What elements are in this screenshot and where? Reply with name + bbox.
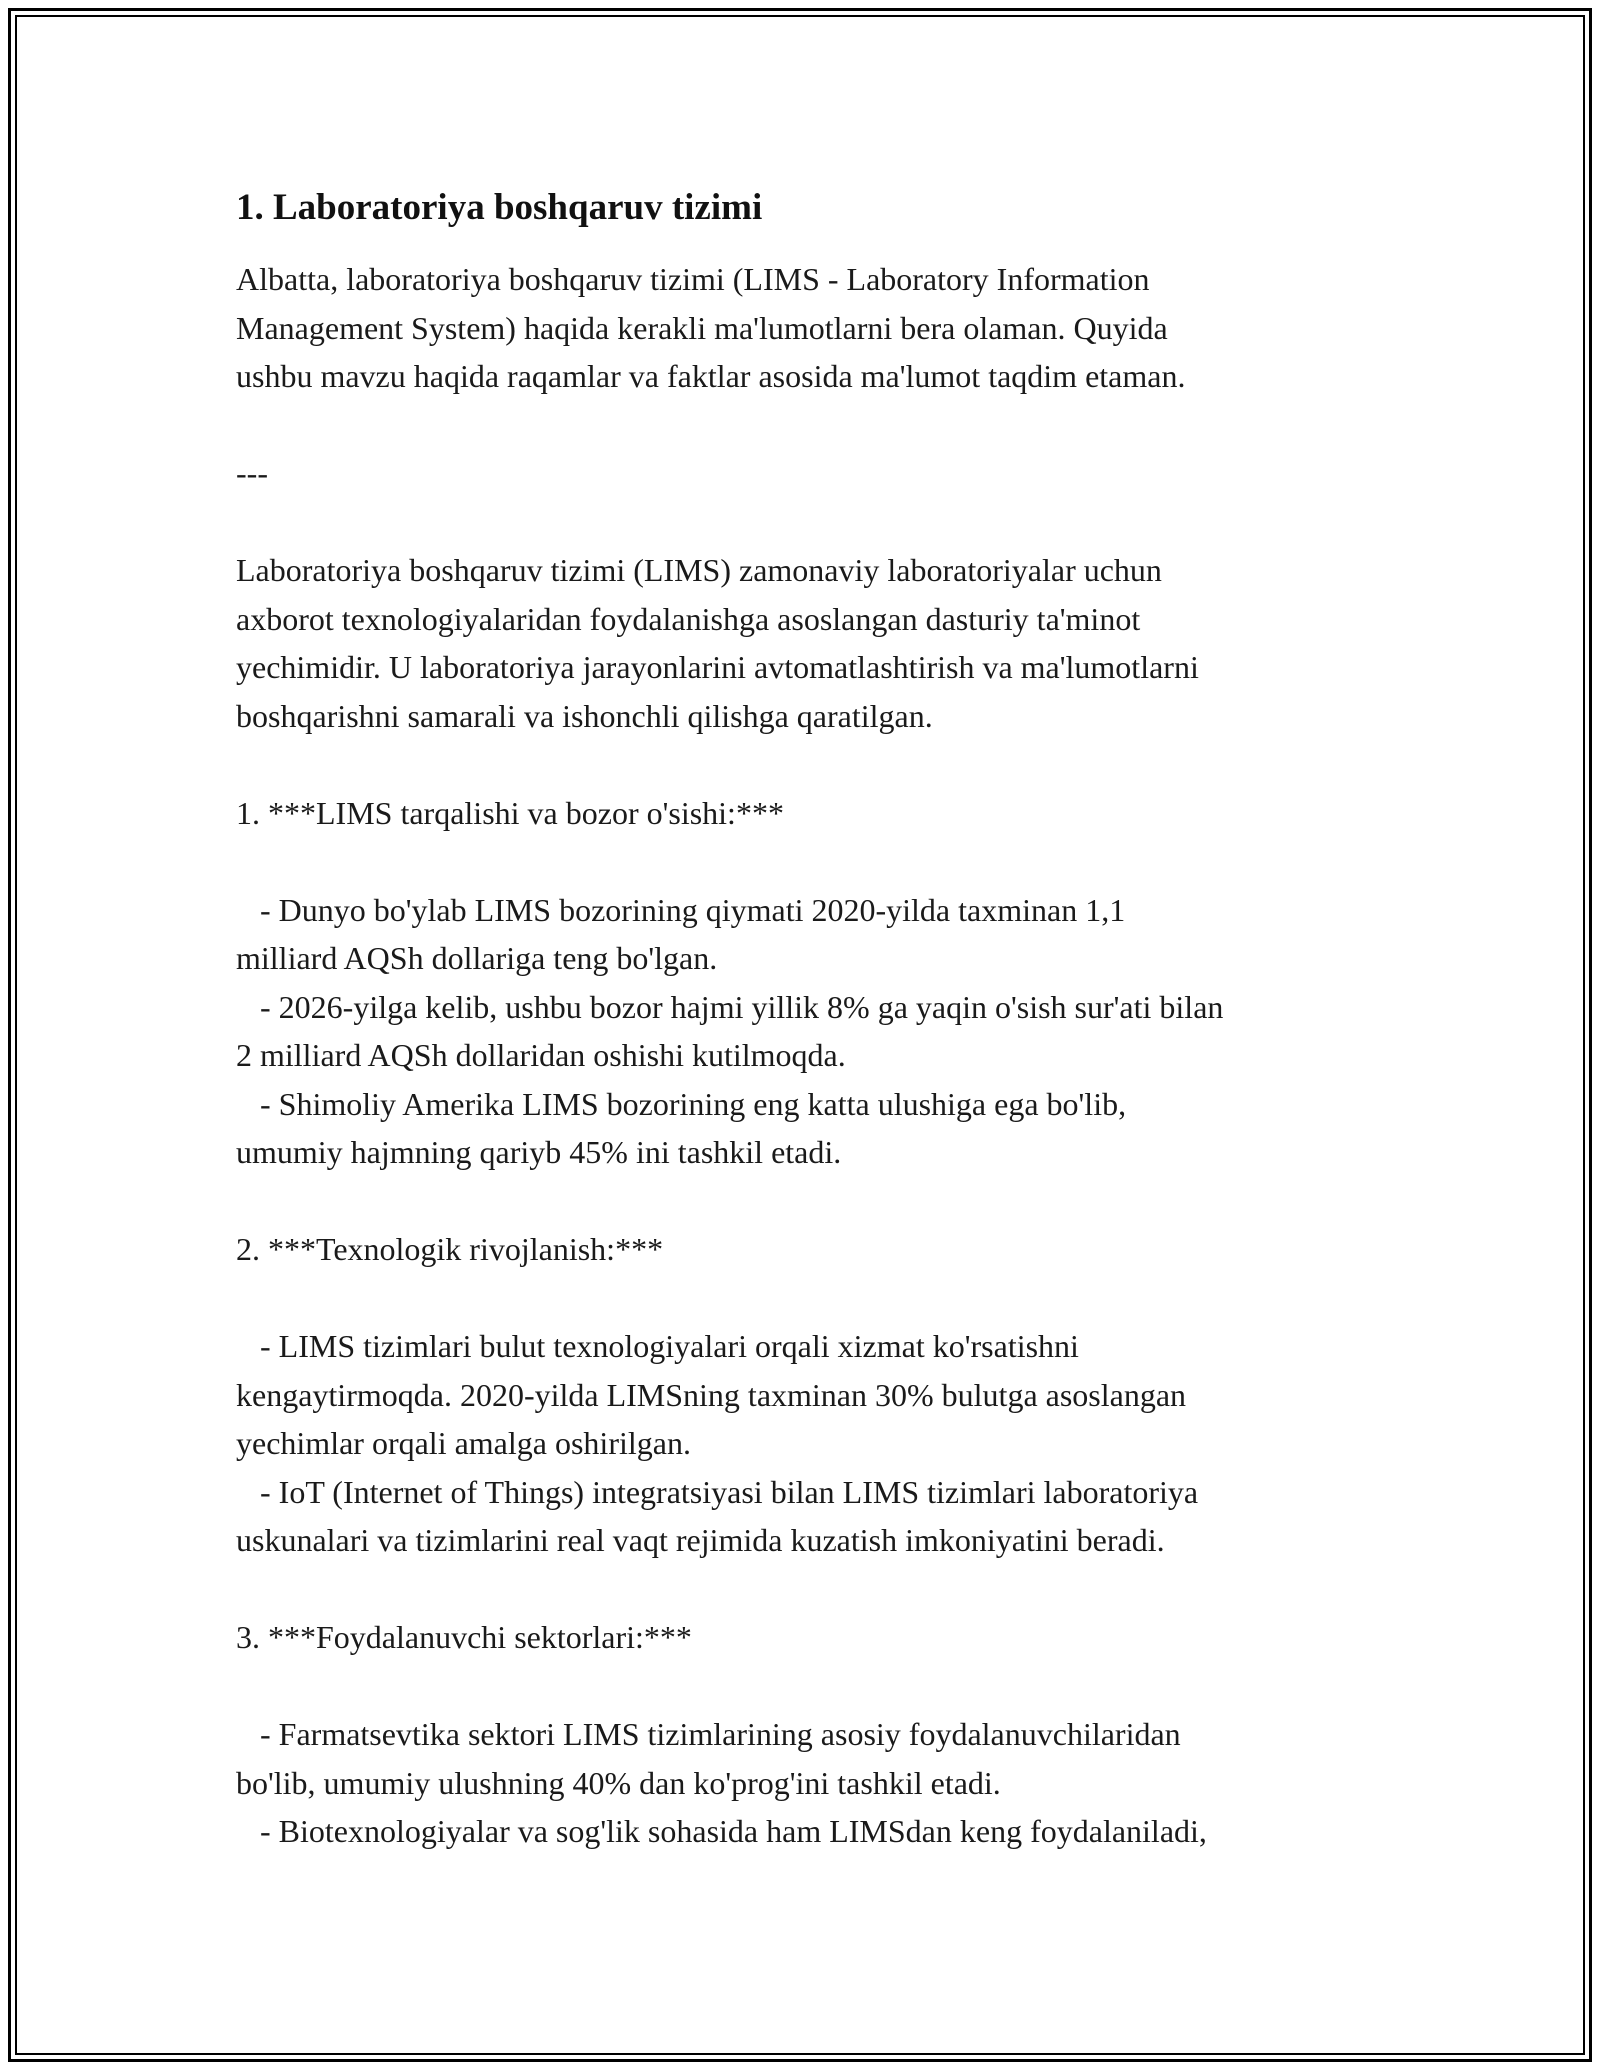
spacer [236, 1565, 1376, 1614]
section-body-sectors: - Farmatsevtika sektori LIMS tizimlarining asosiy foydalanuvchilaridan bo'lib, umumiy ulushning 40% dan ko'prog'ini tashkil etadi. - Biotexnologiyalar va sog'lik sohasida ham LIMSdan keng foydalaniladi, [236, 1716, 1207, 1849]
spacer [236, 1177, 1376, 1226]
section-heading-sectors: 3. ***Foydalanuvchi sektorlari:*** [236, 1619, 692, 1655]
intro-paragraph: Albatta, laboratoriya boshqaruv tizimi (LIMS - Laboratory Information Management System) haqida kerakli ma'lumotlarni bera olaman. Quyida ushbu mavzu haqida raqamlar va faktlar asosida ma'lumot taqdim etaman. [236, 261, 1186, 394]
section-body-market: - Dunyo bo'ylab LIMS bozorining qiymati 2020-yilda taxminan 1,1 milliard AQSh dollariga teng bo'lgan. - 2026-yilga kelib, ushbu bozor hajmi yillik 8% ga yaqin o'sish sur'ati bilan 2 milliard AQSh dollaridan oshishi kutilmoqda. - Shimoliy Amerika LIMS bozorining eng katta ulushiga ega bo'lib, umumiy hajmning qariyb 45% ini tashkil etadi. [236, 891, 1224, 1170]
spacer [236, 740, 1376, 789]
spacer [236, 1662, 1376, 1711]
section-body-technology: - LIMS tizimlari bulut texnologiyalari orqali xizmat ko'rsatishni kengaytirmoqda. 2020-yilda LIMSning taxminan 30% bulutga asoslangan yechimlar orqali amalga oshirilgan. - IoT (Internet of Things) integratsiyasi bilan LIMS tizimlari laboratoriya uskunalari va tizimlarini real vaqt rejimida kuzatish imkoniyatini beradi. [236, 1328, 1199, 1558]
document-body [236, 186, 1376, 1856]
section-heading-technology: 2. ***Texnologik rivojlanish:*** [236, 1231, 664, 1267]
section-heading-market: 1. ***LIMS tarqalishi va bozor o'sishi:*** [236, 794, 784, 831]
spacer [236, 837, 1376, 886]
overview-paragraph: Laboratoriya boshqaruv tizimi (LIMS) zamonaviy laboratoriyalar uchun axborot texnologiyalaridan foydalanishga asoslangan dasturiy ta'minot yechimidir. U laboratoriya jarayonlarini avtomatlashtirish va ma'lumotlarni boshqarishni samarali va ishonchli qilishga qaratilgan. [236, 552, 1199, 734]
spacer [236, 401, 1376, 450]
spacer [236, 498, 1376, 547]
document-title: 1. Laboratoriya boshqaruv tizimi [236, 187, 763, 228]
spacer [236, 1274, 1376, 1323]
separator-line: --- [236, 455, 268, 491]
